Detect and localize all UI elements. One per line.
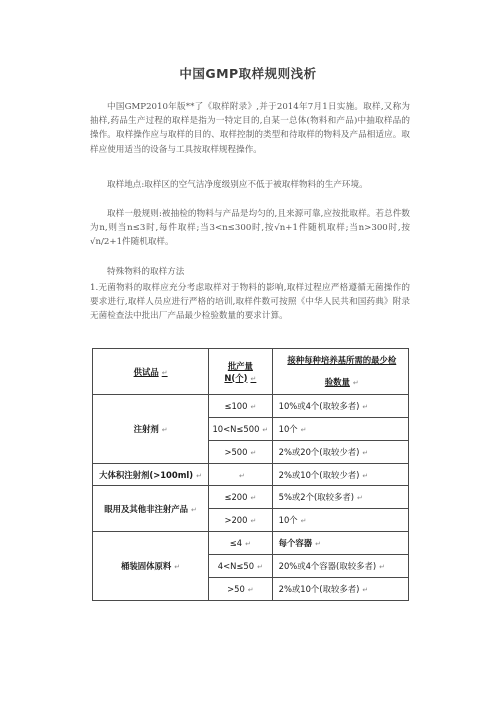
cell-batch: 10<N≤500 ↵ [209,418,272,441]
paragraph-sterile-sampling: 1.无菌物料的取样应充分考虑取样对于物料的影响,取样过程应严格遵循无菌操作的要求进行,取样人员应进行严格的培训,取样件数可按照《中华人民共和国药典》附录无菌检查法中批出厂产品最少检验数量的要求计算。 [90,283,410,322]
table-header-row [93,349,409,395]
cell-quantity: 10个 ↵ [272,509,408,532]
group-ophthalmic-other: 眼用及其他非注射产品 ↵ [93,486,209,532]
cell-batch: >50 ↵ [209,578,272,601]
cell-batch: 4<N≤50 ↵ [209,555,272,578]
cell-quantity: 每个容器 ↵ [272,532,408,555]
paragraph-special-heading: 特殊物料的取样方法 [107,267,185,277]
header-sample: 供试品 ↵ [93,349,209,395]
table-row [93,464,409,486]
cell-quantity: 20%或4个容器(取较多者) ↵ [272,555,408,578]
header-batch-size: 批产量N(个) ↵ [209,349,272,395]
cell-batch: ≤100 ↵ [209,395,272,418]
header-min-quantity: 接种每种培养基所需的最少检 验数量 ↵ [272,349,408,395]
table-row [93,395,409,418]
group-large-volume-injection: 大体积注射剂(>100ml) ↵ [93,464,209,486]
cell-batch: ≤4 ↵ [209,532,272,555]
paragraph-general-rules: 取样一般规则:被抽检的物料与产品是均匀的,且来源可靠,应按批取样。若总件数为n,则当n≤3时,每件取样;当3<n≤300时,按√n+1件随机取样;当n>300时,按√n/2+1件随机取样。 [90,209,410,248]
cell-batch: ↵ [209,464,272,486]
paragraph-sampling-location: 取样地点:取样区的空气洁净度级别应不低于被取样物料的生产环境。 [107,180,368,190]
cell-quantity: 2%或20个(取较少者) ↵ [272,441,408,464]
cell-batch: >500 ↵ [209,441,272,464]
cell-quantity: 10个 ↵ [272,418,408,441]
table-row [93,532,409,555]
table-row [93,486,409,509]
cell-batch: >200 ↵ [209,509,272,532]
page-title: 中国GMP取样规则浅析 [179,66,317,81]
paragraph-intro: 中国GMP2010年版**了《取样附录》,并于2014年7月1日实施。取样,又称为抽样,药品生产过程的取样是指为一特定目的,自某一总体(物料和产品)中抽取样品的操作。取样操作应与取样的目的、取样控制的类型和待取样的物料及产品相适应。取样应使用适当的设备与工具按取样规程操作。 [90,102,410,155]
cell-quantity: 10%或4个(取较多者) ↵ [272,395,408,418]
group-bulk-solid: 桶装固体原料 ↵ [93,532,209,601]
cell-quantity: 5%或2个(取较多者) ↵ [272,486,408,509]
group-injection: 注射剂 ↵ [93,395,209,464]
cell-batch: ≤200 ↵ [209,486,272,509]
cell-quantity: 2%或10个(取较多者) ↵ [272,578,408,601]
sterility-sampling-table [92,348,409,601]
cell-quantity: 2%或10个(取较少者) ↵ [272,464,408,486]
